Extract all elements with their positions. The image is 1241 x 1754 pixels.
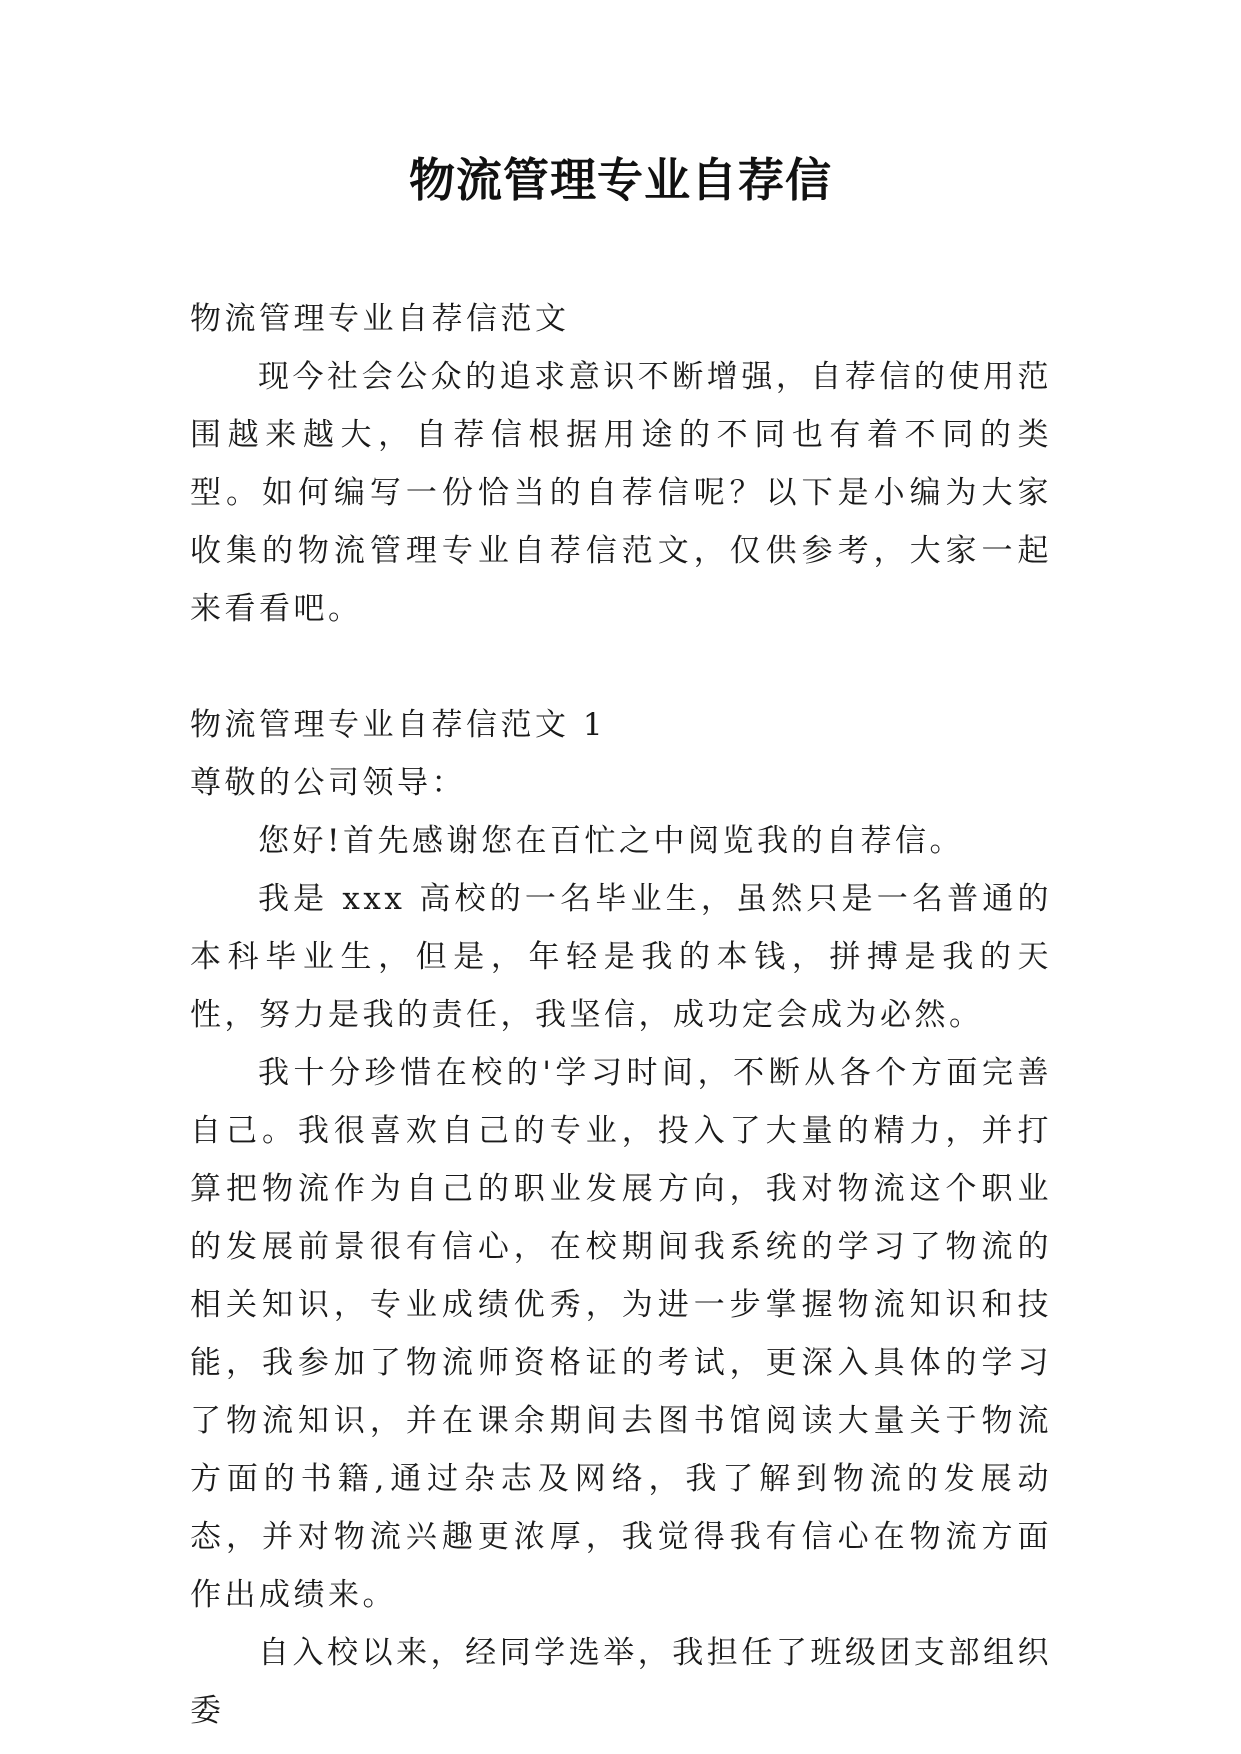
greeting-paragraph: 您好!首先感谢您在百忙之中阅览我的自荐信。 [258, 823, 964, 859]
section-heading: 物流管理专业自荐信范文 1 [190, 707, 607, 743]
subtitle-paragraph: 物流管理专业自荐信范文 [190, 301, 570, 337]
activities-paragraph: 自入校以来，经同学选举，我担任了班级团支部组织委 [190, 1635, 1052, 1729]
document-body [190, 290, 1052, 1740]
document-title: 物流管理专业自荐信 [409, 153, 832, 207]
salutation: 尊敬的公司领导： [190, 765, 466, 801]
self-intro-paragraph: 我是 xxx 高校的一名毕业生，虽然只是一名普通的本科毕业生，但是，年轻是我的本钱，拼搏是我的天性，努力是我的责任，我坚信，成功定会成为必然。 [190, 881, 1052, 1033]
study-paragraph: 我十分珍惜在校的'学习时间，不断从各个方面完善自己。我很喜欢自己的专业，投入了大量的精力，并打算把物流作为自己的职业发展方向，我对物流这个职业的发展前景很有信心，在校期间我系统的学习了物流的相关知识，专业成绩优秀，为进一步掌握物流知识和技能，我参加了物流师资格证的考试，更深入具体的学习了物流知识，并在课余期间去图书馆阅读大量关于物流方面的书籍,通过杂志及网络，我了解到物流的发展动态，并对物流兴趣更浓厚，我觉得我有信心在物流方面作出成绩来。 [190, 1055, 1052, 1613]
intro-paragraph: 现今社会公众的追求意识不断增强，自荐信的使用范围越来越大，自荐信根据用途的不同也有着不同的类型。如何编写一份恰当的自荐信呢？以下是小编为大家收集的物流管理专业自荐信范文，仅供参考，大家一起来看看吧。 [190, 359, 1052, 627]
